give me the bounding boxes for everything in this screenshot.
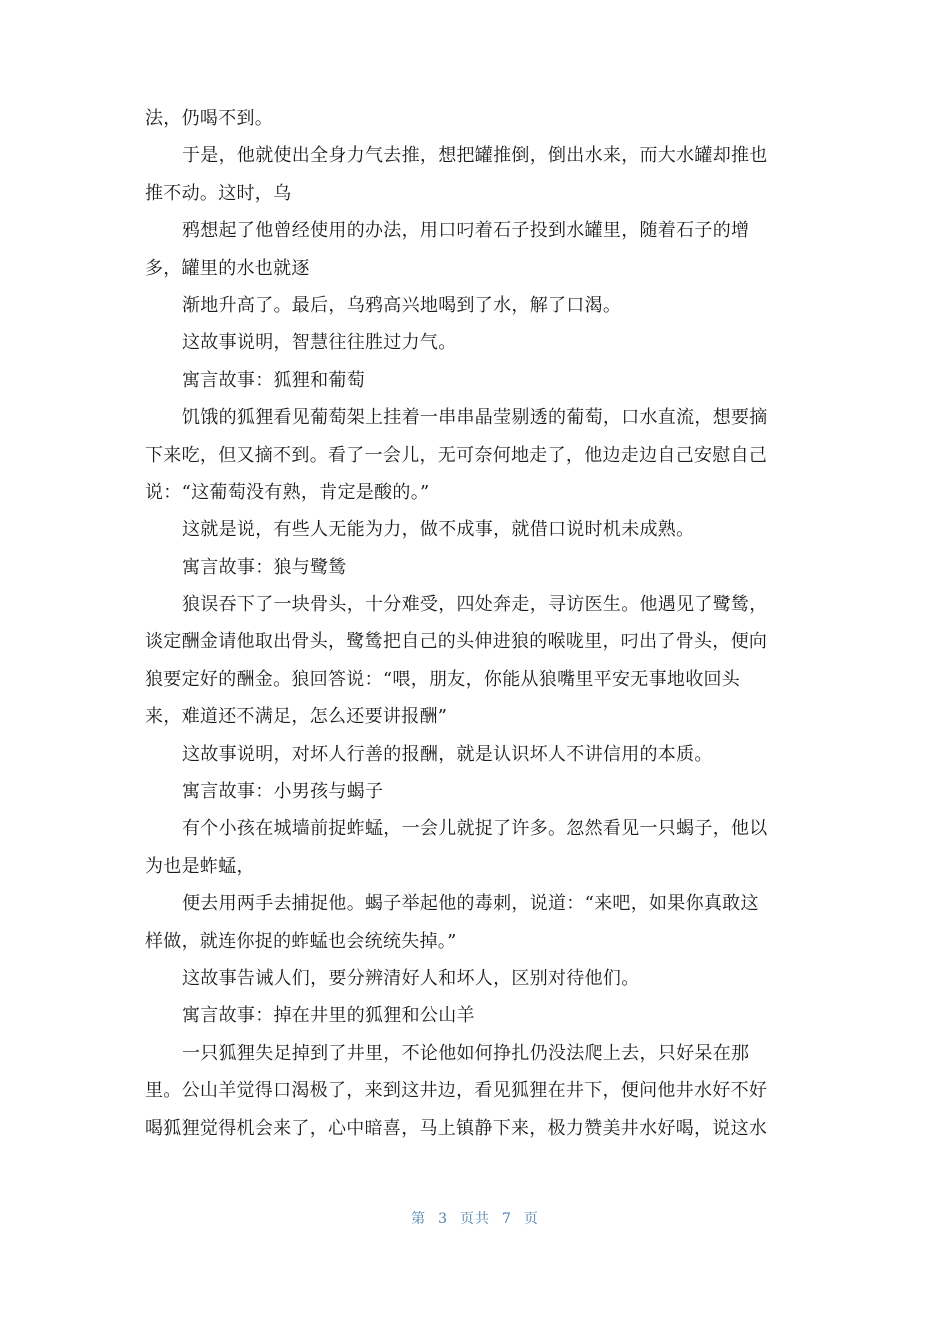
text-line: 有个小孩在城墙前捉蚱蜢，一会儿就捉了许多。忽然看见一只蝎子，他以: [182, 818, 768, 840]
text-line: 这就是说，有些人无能为力，做不成事，就借口说时机未成熟。: [182, 519, 695, 541]
text-line: 样做，就连你捉的蚱蜢也会统统失掉。”: [145, 930, 457, 952]
text-line: 这故事告诫人们，要分辨清好人和坏人，区别对待他们。: [182, 967, 640, 989]
text-line: 多，罐里的水也就逐: [145, 257, 310, 279]
text-line: 狼误吞下了一块骨头，十分难受，四处奔走，寻访医生。他遇见了鹭鸶，: [182, 594, 768, 616]
text-line: 寓言故事：狐狸和葡萄: [182, 369, 365, 391]
text-line: 于是，他就使出全身力气去推，想把罐推倒，倒出水来，而大水罐却推也: [182, 145, 768, 167]
footer-suffix: 页: [523, 1211, 539, 1227]
text-line: 说：“这葡萄没有熟，肯定是酸的。”: [145, 481, 430, 503]
footer-prefix: 第: [411, 1211, 427, 1227]
footer-total-pages: 7: [502, 1211, 512, 1227]
text-line: 寓言故事：掉在井里的狐狸和公山羊: [182, 1005, 475, 1027]
text-line: 下来吃，但又摘不到。看了一会儿，无可奈何地走了，他边走边自己安慰自己: [145, 444, 768, 466]
text-line: 法，仍喝不到。: [145, 108, 274, 129]
document-body: [145, 100, 805, 1147]
text-line: 狼要定好的酬金。狼回答说：“喂，朋友，你能从狼嘴里平安无事地收回头: [145, 668, 741, 690]
text-line: 推不动。这时，乌: [145, 182, 292, 204]
text-line: 来，难道还不满足，怎么还要讲报酬”: [145, 706, 448, 728]
text-line: 鸦想起了他曾经使用的办法，用口叼着石子投到水罐里，随着石子的增: [182, 220, 750, 242]
text-line: 这故事说明，智慧往往胜过力气。: [182, 332, 457, 354]
text-line: 饥饿的狐狸看见葡萄架上挂着一串串晶莹剔透的葡萄，口水直流，想要摘: [182, 407, 768, 429]
text-line: 寓言故事：狼与鹭鸶: [182, 556, 347, 578]
text-line: 渐地升高了。最后，乌鸦高兴地喝到了水，解了口渴。: [182, 294, 622, 316]
footer-mid: 页共: [460, 1211, 490, 1227]
text-line: 里。公山羊觉得口渴极了，来到这井边，看见狐狸在井下，便问他井水好不好: [145, 1080, 768, 1102]
page-footer: [0, 1208, 950, 1228]
footer-current-page: 3: [438, 1211, 448, 1227]
text-line: 喝狐狸觉得机会来了，心中暗喜，马上镇静下来，极力赞美井水好喝，说这水: [145, 1117, 768, 1139]
text-line: 寓言故事：小男孩与蝎子: [182, 781, 384, 803]
text-line: 一只狐狸失足掉到了井里，不论他如何挣扎仍没法爬上去，只好呆在那: [182, 1042, 750, 1064]
text-line: 便去用两手去捕捉他。蝎子举起他的毒刺，说道：“来吧，如果你真敢这: [182, 893, 759, 915]
text-line: 这故事说明，对坏人行善的报酬，就是认识坏人不讲信用的本质。: [182, 743, 713, 765]
text-line: 谈定酬金请他取出骨头，鹭鸶把自己的头伸进狼的喉咙里，叼出了骨头，便向: [145, 631, 768, 653]
text-line: 为也是蚱蜢，: [145, 855, 255, 877]
